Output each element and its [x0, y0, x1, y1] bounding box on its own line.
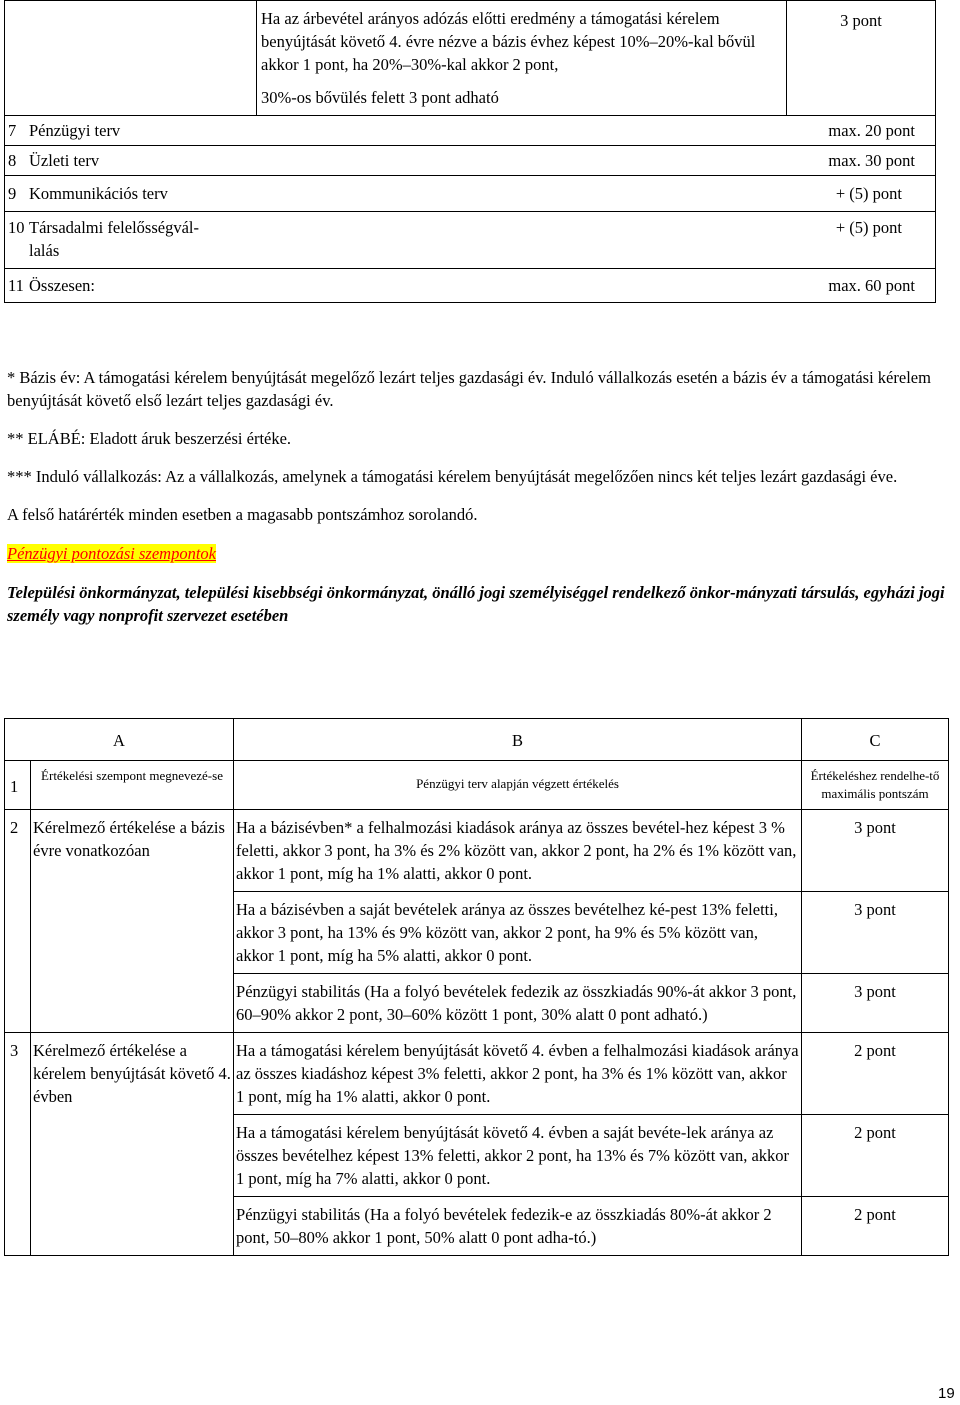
evaluation-text: Pénzügyi stabilitás (Ha a folyó bevételek fedezik az összkiadás 90%-át akkor 3 pont, 60–90% akkor 2 pont, 30–60% között 1 pont, 30% alatt 0 pont adható.)	[234, 974, 802, 1033]
table-row	[5, 1, 936, 116]
note-upper-limit: A felső határérték minden esetben a magasabb pontszámhoz sorolandó.	[7, 505, 478, 524]
evaluation-text: Pénzügyi stabilitás (Ha a folyó bevételek fedezik-e az összkiadás 80%-át akkor 2 pont, 50–80% akkor 1 pont, 50% alatt 0 pont adha-tó.)	[234, 1197, 802, 1256]
scoring-table-top	[4, 0, 936, 303]
table-row	[5, 146, 936, 176]
table-row	[5, 176, 936, 212]
row-points: + (5) pont	[835, 218, 902, 237]
section-title: Pénzügyi pontozási szempontok	[7, 544, 216, 563]
column-header-b: B	[234, 719, 802, 761]
row-number: 9	[8, 184, 17, 203]
footnotes	[7, 366, 952, 642]
row-number: 11	[8, 276, 24, 295]
row-number: 10	[8, 218, 25, 237]
row-criterion: Kérelmező értékelése a kérelem benyújtását követő 4. évben	[31, 1033, 234, 1256]
row-number: 1	[5, 761, 31, 810]
row-number: 3	[5, 1033, 31, 1256]
header-evaluation: Pénzügyi terv alapján végzett értékelés	[234, 761, 802, 810]
note-starting-business: *** Induló vállalkozás: Az a vállalkozás, amelynek a támogatási kérelem benyújtását megelőzően nincs két teljes lezárt gazdasági éve.	[7, 467, 898, 486]
points-value: 2 pont	[802, 1115, 949, 1197]
table-row	[5, 212, 936, 269]
points-cell: 3 pont	[787, 1, 936, 116]
section-heading: Települési önkormányzat, települési kisebbségi önkormányzat, önálló jogi személyiséggel rendelkező önkor-mányzati társulás, egyházi jogi személy vagy nonprofit szervezet esetében	[7, 583, 945, 625]
row-label: Összesen:	[29, 276, 95, 295]
row-points: max. 20 pont	[828, 121, 915, 140]
row-number: 2	[5, 810, 31, 1033]
row-label: Üzleti terv	[29, 151, 100, 170]
table-row	[5, 269, 936, 303]
row-label: Kommunikációs terv	[29, 184, 168, 203]
table-row	[5, 116, 936, 146]
row-label: Társadalmi felelősségvál-lalás	[29, 218, 199, 260]
note-elabe: ** ELÁBÉ: Eladott áruk beszerzési értéke.	[7, 429, 292, 448]
points-value: 3 pont	[802, 974, 949, 1033]
points-value: 2 pont	[802, 1197, 949, 1256]
evaluation-text: Ha a bázisévben* a felhalmozási kiadások aránya az összes bevétel-hez képest 3 % feletti, akkor 3 pont, ha 3% és 2% között van, akkor 2 pont, ha 2% és 1% között van, akkor 1 pont, míg ha 1% alatti, akkor 0 pont.	[234, 810, 802, 892]
table-row	[5, 1033, 949, 1115]
criterion-cell	[257, 1, 787, 116]
row-points: + (5) pont	[835, 184, 902, 203]
empty-cell	[5, 1, 257, 116]
points-value: 2 pont	[802, 1033, 949, 1115]
column-header-a: A	[5, 719, 234, 761]
evaluation-text: Ha a bázisévben a saját bevételek aránya az összes bevételhez ké-pest 13% feletti, akkor 3 pont, ha 13% és 9% között van, akkor 2 pont, ha 9% és 5% között van, akkor 1 pont, míg ha 5% alatti, akkor 0 pont.	[234, 892, 802, 974]
row-label: Pénzügyi terv	[29, 121, 121, 140]
header-max-points: Értékeléshez rendelhe-tő maximális pontszám	[802, 761, 949, 810]
row-points: max. 30 pont	[828, 151, 915, 170]
row-number: 7	[8, 121, 17, 140]
table-row	[5, 719, 949, 761]
column-header-c: C	[802, 719, 949, 761]
table-row	[5, 810, 949, 892]
row-criterion: Kérelmező értékelése a bázis évre vonatkozóan	[31, 810, 234, 1033]
note-base-year: * Bázis év: A támogatási kérelem benyújtását megelőző lezárt teljes gazdasági év. Induló vállalkozás esetén a bázis év a támogatási kérelem benyújtását követő első lezárt teljes gazdasági év.	[7, 368, 931, 410]
criterion-extra-text: 30%-os bővülés felett 3 pont adható	[261, 88, 499, 107]
points-value: 3 pont	[802, 892, 949, 974]
row-number: 8	[8, 151, 17, 170]
table-row	[5, 761, 949, 810]
criterion-text: Ha az árbevétel arányos adózás előtti eredmény a támogatási kérelem benyújtását követő 4. évre nézve a bázis évhez képest 10%–20%-kal bővül akkor 1 pont, ha 20%–30%-kal akkor 2 pont,	[261, 9, 756, 74]
header-criterion: Értékelési szempont megnevezé-se	[31, 761, 234, 810]
points-value: 3 pont	[802, 810, 949, 892]
financial-scoring-table	[4, 718, 949, 1256]
row-points: max. 60 pont	[828, 276, 915, 295]
evaluation-text: Ha a támogatási kérelem benyújtását követő 4. évben a felhalmozási kiadások aránya az összes kiadáshoz képest 3% feletti, akkor 2 pont, ha 3% és 1% között van, akkor 1 pont, míg ha 1% alatti, akkor 0 pont.	[234, 1033, 802, 1115]
page-number: 19	[938, 1385, 955, 1402]
evaluation-text: Ha a támogatási kérelem benyújtását követő 4. évben a saját bevéte-lek aránya az összes bevételhez képest 13% feletti, akkor 2 pont, ha 13% és 7% között van, akkor 1 pont, míg ha 7% alatti, akkor 0 pont.	[234, 1115, 802, 1197]
